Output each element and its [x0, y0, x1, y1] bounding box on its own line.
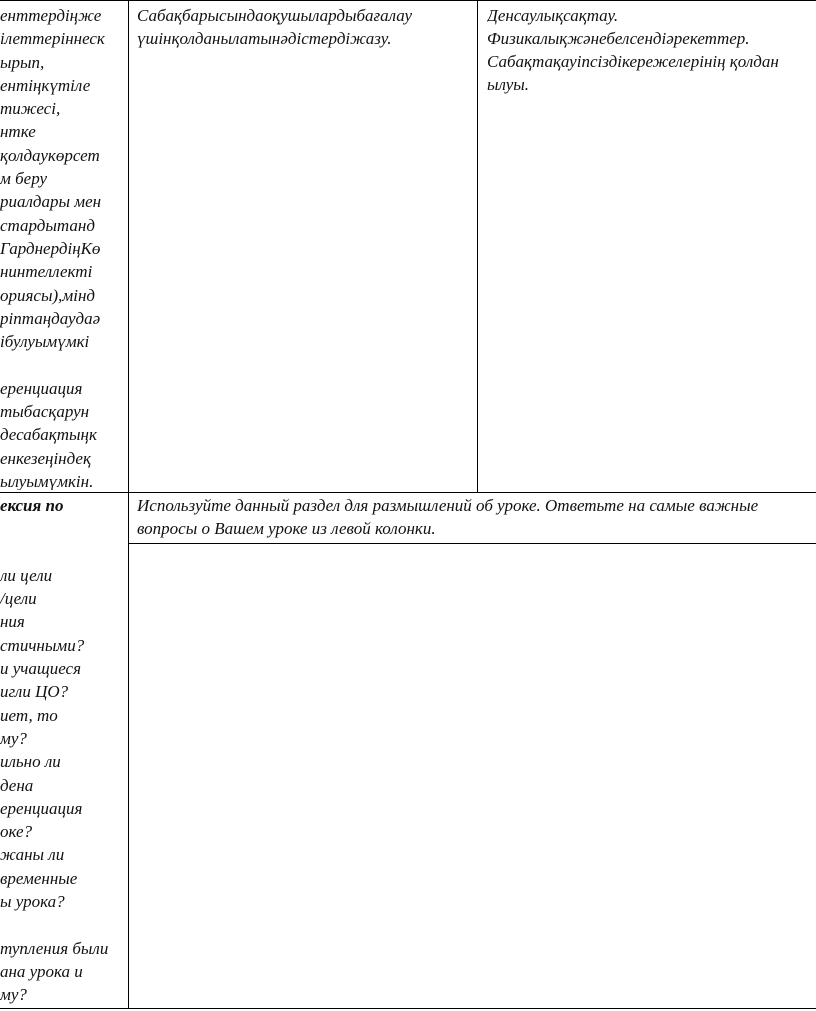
reflection-question-line: еренциация [0, 798, 83, 818]
reflection-question-line: /цели [0, 589, 37, 609]
reflection-heading: ексия по [0, 496, 64, 515]
reflection-question-line: ана урока и [0, 961, 83, 981]
differentiation-line: ориясы),мінд [0, 285, 95, 305]
differentiation-line: риалдары мен [0, 192, 102, 212]
reflection-question-line: оке? [0, 822, 33, 842]
reflection-question-line: ильно ли [0, 752, 61, 772]
reflection-question-line: ли цели [0, 565, 53, 585]
reflection-question-line: игли ЦО? [0, 682, 69, 702]
differentiation-line: ентіңкүтіле [0, 75, 91, 95]
health-safety-cell [487, 4, 813, 96]
table-bottom-border [0, 1008, 816, 1009]
differentiation-line: ріптаңдаудаә [0, 308, 101, 328]
differentiation-line: нинтеллекті [0, 262, 93, 282]
differentiation-cell [0, 4, 126, 490]
differentiation-line: нтке [0, 122, 36, 142]
row-divider [0, 492, 816, 493]
differentiation-line: енттердіңже [0, 6, 102, 25]
reflection-question-line: и учащиеся [0, 659, 82, 679]
differentiation-line: десабақтыңк [0, 425, 97, 445]
differentiation-line: ылуымүмкін. [0, 471, 94, 490]
differentiation-line: ілеттеріннеск [0, 29, 105, 49]
reflection-question-line [0, 913, 126, 936]
differentiation-line: енкезеңіндеқ [0, 448, 91, 468]
reflection-answer-area[interactable] [129, 544, 816, 1008]
differentiation-line: ібулуымүмкі [0, 332, 90, 352]
reflection-question-line: стичными? [0, 635, 85, 655]
reflection-instruction-cell [137, 494, 813, 540]
differentiation-line: тижесі, [0, 99, 61, 119]
table-top-border [0, 0, 816, 1]
differentiation-line: еренциация [0, 378, 83, 398]
differentiation-line [0, 353, 126, 376]
reflection-question-line [0, 517, 126, 540]
reflection-question-line: дена [0, 775, 34, 795]
reflection-question-line: иет, то [0, 705, 58, 725]
reflection-question-line: жаны ли [0, 845, 65, 865]
differentiation-line: тыбасқарун [0, 402, 90, 422]
reflection-instruction: Используйте данный раздел для размышлений об уроке. Ответьте на самые важные вопросы о Вашем уроке из левой колонки. [137, 496, 759, 538]
reflection-question-line: му? [0, 985, 27, 1005]
differentiation-line: қолдаукөрсет [0, 145, 100, 165]
differentiation-line: ырып, [0, 52, 45, 72]
differentiation-line: ГарднердіңКө [0, 238, 101, 258]
reflection-question-line: временные [0, 868, 78, 888]
column-divider-2 [477, 0, 478, 493]
reflection-questions-cell [0, 494, 126, 1008]
reflection-question-line: тупления были [0, 938, 109, 958]
differentiation-line: стардытанд [0, 215, 95, 235]
differentiation-line: м беру [0, 169, 48, 189]
reflection-question-line: ы урока? [0, 892, 65, 912]
assessment-text: Сабақбарысындаоқушылардыбағалау үшінқолданылатынәдістердіжазу. [137, 6, 413, 48]
health-safety-text: Денсаулықсақтау. Физикалықжәнебелсендіәрекеттер. Сабақтақауіпсіздікережелерінің қолдан ылуы. [487, 6, 779, 94]
reflection-question-line: ния [0, 612, 25, 632]
assessment-cell [137, 4, 473, 50]
reflection-question-line: му? [0, 728, 27, 748]
reflection-question-line [0, 541, 126, 564]
